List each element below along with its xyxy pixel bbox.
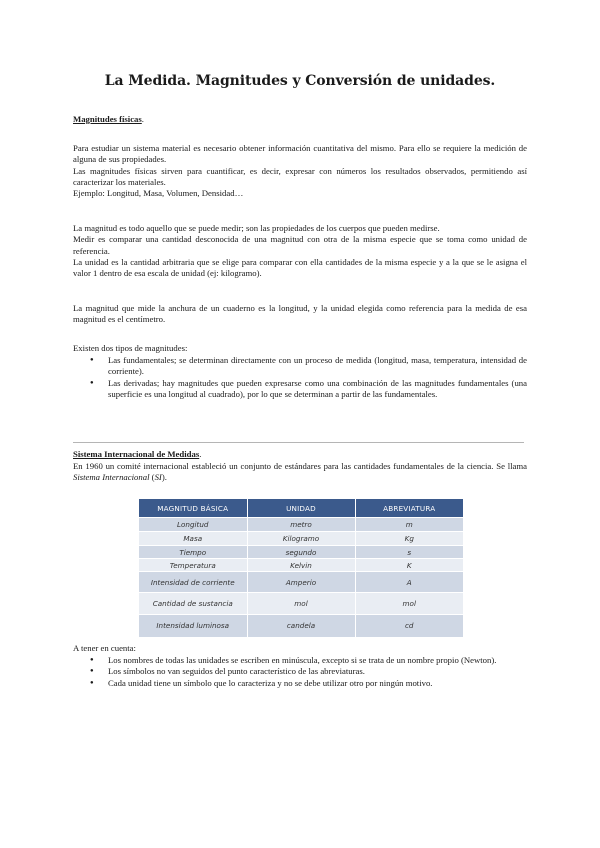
table-cell: Temperatura [139,559,247,572]
table-cell: Intensidad de corriente [139,572,247,593]
table-cell: Tiempo [139,546,247,559]
table-cell: Kelvin [247,559,355,572]
paragraph-block-intro [73,143,527,199]
paragraph-example [73,303,527,326]
table-cell: mol [247,593,355,615]
table-cell: candela [247,615,355,637]
table-row [139,532,463,546]
paragraph: A tener en cuenta: [73,643,136,653]
list-item: ● Los nombres de todas las unidades se escriben en minúscula, excepto si se trata de un nombre propio (Newton). [73,655,527,666]
table-header-row [139,499,463,518]
paragraph: La unidad es la cantidad arbitraria que se elige para comparar con ella cantidades de la misma especie y a la que se le asigna el valor 1 dentro de esa escala de unidad (ej: kilogramo). [73,256,527,279]
notes-list [73,655,527,689]
table-cell: Longitud [139,518,247,532]
list-item: ● Cada unidad tiene un símbolo que lo caracteriza y no se debe utilizar otro por ningún motivo. [73,678,527,689]
paragraph: Medir es comparar una cantidad desconocida de una magnitud con otra de la misma especie que se toma como unidad de referencia. [73,234,527,256]
si-units-table [139,499,463,637]
heading-text: Magnitudes físicas [73,114,142,124]
table-row [139,518,463,532]
notes-heading [73,643,527,654]
table-row [139,615,463,637]
table-cell: metro [247,518,355,532]
column-header: UNIDAD [247,499,355,518]
table-cell: s [355,546,463,559]
table-row [139,593,463,615]
paragraph: La magnitud que mide la anchura de un cuaderno es la longitud, y la unidad elegida como referencia para la medida de esa magnitud es el centímetro. [73,303,527,325]
paragraph: Existen dos tipos de magnitudes: [73,343,188,353]
table-cell: Kilogramo [247,532,355,546]
table-cell: m [355,518,463,532]
table-cell: Kg [355,532,463,546]
heading-text: Sistema Internacional de Medidas [73,449,200,459]
table-cell: Cantidad de sustancia [139,593,247,615]
section-divider [73,442,524,443]
table-cell: A [355,572,463,593]
list-item: ● Los símbolos no van seguidos del punto característico de las abreviaturas. [73,666,527,677]
paragraph: En 1960 un comité internacional estableció un conjunto de estándares para las cantidades fundamentales de la ciencia. Se llama Sistema Internacional (SI). [73,461,527,483]
table-cell: K [355,559,463,572]
paragraph-si-intro [73,461,527,484]
section-heading-magnitudes: Magnitudes físicas. [73,114,144,124]
table-row [139,559,463,572]
table-cell: segundo [247,546,355,559]
paragraph: Para estudiar un sistema material es necesario obtener información cuantitativa del mismo. Para ello se requiere la medición de alguna de sus propiedades. [73,143,527,165]
column-header: MAGNITUD BÁSICA [139,499,247,518]
paragraph: La magnitud es todo aquello que se puede medir; son las propiedades de los cuerpos que pueden medirse. [73,223,440,233]
table-cell: mol [355,593,463,615]
table-cell: Intensidad luminosa [139,615,247,637]
table-cell: cd [355,615,463,637]
table-row [139,546,463,559]
paragraph: Ejemplo: Longitud, Masa, Volumen, Densidad… [73,188,244,199]
page-title: La Medida. Magnitudes y Conversión de unidades. [104,73,496,89]
table-cell: Masa [139,532,247,546]
paragraph: Las magnitudes físicas sirven para cuantificar, es decir, expresar con números los resultados observados, permitiendo así caracterizar los materiales. [73,165,527,187]
section-heading-si: Sistema Internacional de Medidas. [73,449,202,459]
table-cell: Amperio [247,572,355,593]
paragraph-block-definitions [73,223,527,279]
list-item: ● Las derivadas; hay magnitudes que pueden expresarse como una combinación de las magnitudes fundamentales (una superficie es una longitud al cuadrado), por lo que se determinan a partir de las fundamentales. [73,378,527,401]
list-item: ● Las fundamentales; se determinan directamente con un proceso de medida (longitud, masa, temperatura, intensidad de corriente). [73,355,527,378]
magnitude-types-list [73,355,527,400]
paragraph-types-intro [73,343,527,354]
table-row [139,572,463,593]
column-header: ABREVIATURA [355,499,463,518]
